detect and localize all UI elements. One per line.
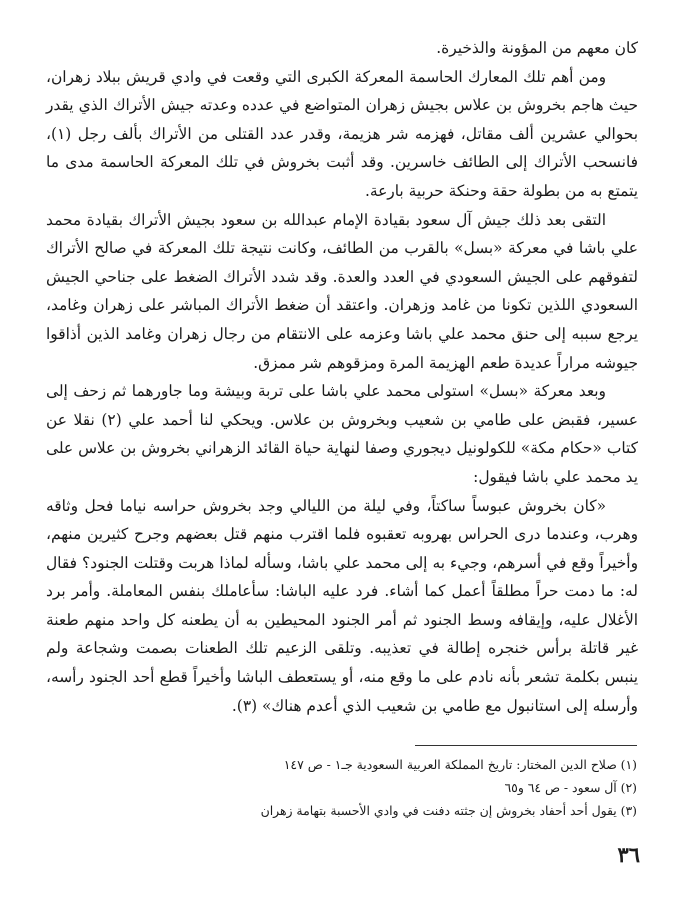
paragraph-battle-bisl: التقى بعد ذلك جيش آل سعود بقيادة الإمام عبدالله بن سعود بجيش الأتراك بقيادة محمد علي باشا في معركة «بسل» بالقرب من الطائف، وكانت نتيجة تلك المعركة في صالح الأتراك لتفوقهم على الجيش السعودي في العدد والعدة. وقد شدد الأتراك الضغط على جناحي الجيش السعودي اللذين تكونا من غامد وزهران. واعتقد أن ضغط الأتراك المباشر على زهران وغامد، يرجع سببه إلى حنق محمد علي باشا وعزمه على الانتقام من رجال زهران وغامد الذين أذاقوا جيوشه مراراً عديدة طعم الهزيمة المرة ومزقوهم شر ممزق. xyxy=(46,210,638,372)
paragraph-after-bisl: وبعد معركة «بسل» استولى محمد علي باشا على تربة وبيشة وما جاورهما ثم زحف إلى عسير، فقبض على طامي بن شعيب وبخروش بن علاس. ويحكي لنا أحمد علي (٢) نقلا عن كتاب «حكام مكة» للكولونيل ديجوري وصفا لنهاية حياة القائد الزهراني بخروش بن علاس على يد محمد علي باشا فيقول: xyxy=(46,382,638,486)
page-number: ٣٦ xyxy=(617,842,640,867)
paragraph-battle-wadi-quraish: ومن أهم تلك المعارك الحاسمة المعركة الكبرى التي وقعت في وادي قريش ببلاد زهران، حيث هاجم بخروش بن علاس بجيش زهران المتواضع في عدده وعدته جيش الأتراك الذي يقدر بحوالي عشرين ألف مقاتل، فهزمه شر هزيمة، وقدر عدد القتلى من الأتراك بألف رجل (١)، فانسحب الأتراك إلى الطائف خاسرين. وقد أثبت بخروش في تلك المعركة الحاسمة مدى ما يتمتع به من بطولة حقة وحنكة حربية بارعة. xyxy=(46,67,638,200)
paragraph-quotation: «كان بخروش عبوساً ساكتاً، وفي ليلة من الليالي وجد بخروش حراسه نياما فحل وثاقه وهرب، وعندما درى الحراس بهروبه تعقبوه فلما اقترب منهم قتل بعضهم وجرح كثيرين منهم، وأخيراً وقع في أسرهم، وجيء به إلى محمد علي باشا، وسأله لماذا هربت وقتلت الجنود؟ فقال له: ما دمت حراً مطلقاً أعمل كما أشاء. فرد عليه الباشا: سأعاملك بنفس المعاملة. وأمر برد الأغلال عليه، وإيقافه وسط الجنود ثم أمر الجنود المحيطين به أن يطعنه كل واحد منهم طعنة غير قاتلة برأس خنجره إطالة في تعذيبه. وتلقى الزعيم تلك الطعنات بصمت وشجاعة ولم ينبس بكلمة تشعر بأنه نادم على ما وقع منه، أو يستعطف الباشا وأخيراً قطع أحد الجنود رأسه، وأرسله إلى استانبول مع طامي بن شعيب الذي أعدم هناك» (٣). xyxy=(46,496,638,715)
footnotes-list xyxy=(120,753,637,822)
main-text-block xyxy=(46,34,638,720)
paragraph-continuation: كان معهم من المؤونة والذخيرة. xyxy=(436,39,638,57)
footnote-item: (٣) يقول أحد أحفاد بخروش إن جثته دفنت في وادي الأحسبة بتهامة زهران xyxy=(260,803,637,818)
footnote-item: (٢) آل سعود - ص ٦٤ و٦٥ xyxy=(504,780,637,795)
footnote-item: (١) صلاح الدين المختار: تاريخ المملكة العربية السعودية جـ١ - ص ١٤٧ xyxy=(283,757,637,772)
footnote-separator xyxy=(415,745,637,746)
